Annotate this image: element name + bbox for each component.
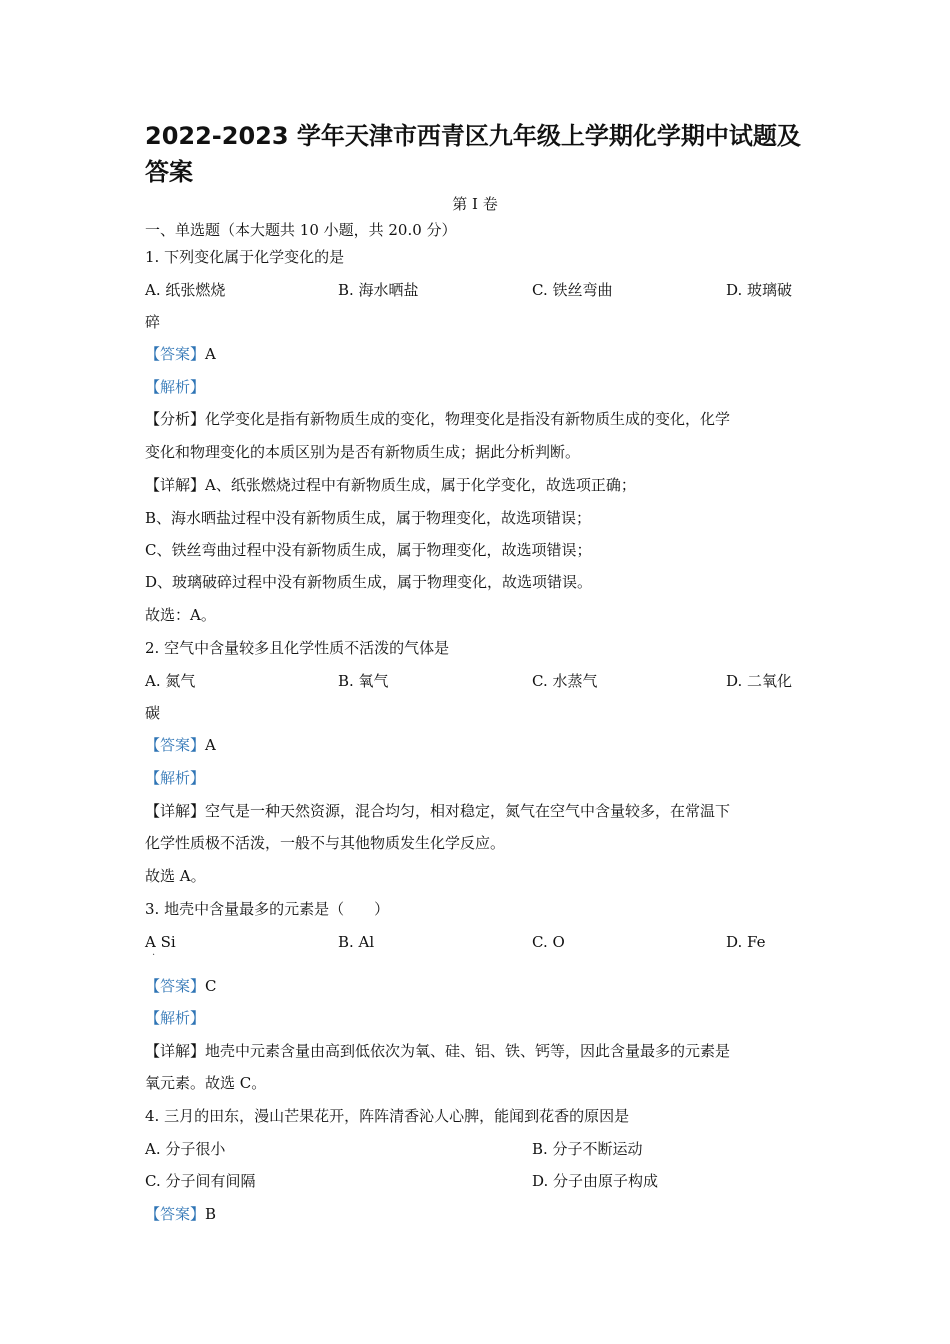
analysis-tag: 【解析】: [145, 769, 206, 787]
q4-option-c: C. 分子间有间隔: [145, 1172, 256, 1190]
q2-detail-line-2: 化学性质极不活泼，一般不与其他物质发生化学反应。: [145, 834, 506, 852]
q2-conclusion: 故选 A。: [145, 867, 206, 885]
detail-tag: 【详解】: [145, 802, 206, 820]
q2-option-d-wrap: 碳: [145, 704, 161, 722]
q2-detail-line-1: [145, 800, 815, 822]
answer-tag: 【答案】: [145, 736, 206, 754]
q2-option-b: B. 氧气: [338, 672, 389, 690]
q4-option-a: A. 分子很小: [145, 1140, 226, 1158]
detail-tag: 【详解】: [145, 476, 206, 494]
q4-option-b: B. 分子不断运动: [532, 1140, 643, 1158]
q4-answer-value: B: [205, 1205, 217, 1223]
q3-analysis-heading: [145, 1007, 815, 1029]
q1-answer-value: A: [205, 345, 216, 363]
title-line-2: 答案: [145, 158, 193, 186]
q3-option-c: C. O: [532, 933, 565, 951]
q2-option-d: D. 二氧化: [726, 672, 793, 690]
q4-answer: [145, 1203, 815, 1225]
q1-option-a: A. 纸张燃烧: [145, 281, 226, 299]
q4-option-d: D. 分子由原子构成: [532, 1172, 659, 1190]
section-heading: 一、单选题（本大题共 10 小题，共 20.0 分）: [145, 221, 457, 239]
q1-detail-line-3: C、铁丝弯曲过程中没有新物质生成，属于物理变化，故选项错误；: [145, 541, 592, 559]
q3-option-b: B. Al: [338, 933, 375, 951]
q1-detail-text-1: A、纸张燃烧过程中有新物质生成，属于化学变化，故选项正确；: [205, 476, 636, 494]
q1-answer: [145, 343, 815, 365]
answer-tag: 【答案】: [145, 1205, 206, 1223]
q1-fenxi-line-1: [145, 408, 815, 430]
detail-tag: 【详解】: [145, 1042, 206, 1060]
q1-detail-line-1: [145, 474, 815, 496]
answer-tag: 【答案】: [145, 345, 206, 363]
q2-option-a: A. 氮气: [145, 672, 196, 690]
q2-analysis-heading: [145, 767, 815, 789]
q1-option-d-wrap: 碎: [145, 313, 161, 331]
analysis-tag: 【解析】: [145, 378, 206, 396]
q2-option-c: C. 水蒸气: [532, 672, 598, 690]
q3-detail-line-2: 氧元素。故选 C。: [145, 1074, 267, 1092]
fenxi-tag: 【分析】: [145, 410, 206, 428]
q3-option-a: A Si: [145, 933, 176, 951]
q3-detail-line-1: [145, 1040, 815, 1062]
q3-stem: 3. 地壳中含量最多的元素是（ ）: [145, 900, 390, 918]
q1-detail-line-4: D、玻璃破碎过程中没有新物质生成，属于物理变化，故选项错误。: [145, 573, 593, 591]
q1-option-b: B. 海水晒盐: [338, 281, 419, 299]
q1-detail-line-2: B、海水晒盐过程中没有新物质生成，属于物理变化，故选项错误；: [145, 509, 592, 527]
q3-detail-text-1: 地壳中元素含量由高到低依次为氧、硅、铝、铁、钙等，因此含量最多的元素是: [205, 1042, 731, 1060]
q3-answer-value: C: [205, 977, 217, 995]
q3-answer: [145, 975, 815, 997]
document-title: [145, 118, 815, 190]
q1-option-c: C. 铁丝弯曲: [532, 281, 613, 299]
q1-analysis-heading: [145, 376, 815, 398]
q1-fenxi-line-2: 变化和物理变化的本质区别为是否有新物质生成；据此分析判断。: [145, 443, 581, 461]
q3-option-d: D. Fe: [726, 933, 766, 951]
q4-stem: 4. 三月的田东，漫山芒果花开，阵阵清香沁人心脾，能闻到花香的原因是: [145, 1107, 630, 1125]
title-line-1: 2022-2023 学年天津市西青区九年级上学期化学期中试题及: [145, 122, 801, 150]
q2-answer: [145, 734, 815, 756]
q1-stem: 1. 下列变化属于化学变化的是: [145, 248, 345, 266]
q1-conclusion: 故选：A。: [145, 606, 216, 624]
q2-answer-value: A: [205, 736, 216, 754]
analysis-tag: 【解析】: [145, 1009, 206, 1027]
q1-option-d: D. 玻璃破: [726, 281, 793, 299]
q2-stem: 2. 空气中含量较多且化学性质不活泼的气体是: [145, 639, 450, 657]
q1-fenxi-text-1: 化学变化是指有新物质生成的变化，物理变化是指没有新物质生成的变化，化学: [205, 410, 731, 428]
q3-option-a-dot: ·: [152, 950, 156, 961]
answer-tag: 【答案】: [145, 977, 206, 995]
volume-heading: 第 I 卷: [452, 195, 498, 213]
q2-detail-text-1: 空气是一种天然资源，混合均匀，相对稳定，氮气在空气中含量较多，在常温下: [205, 802, 731, 820]
